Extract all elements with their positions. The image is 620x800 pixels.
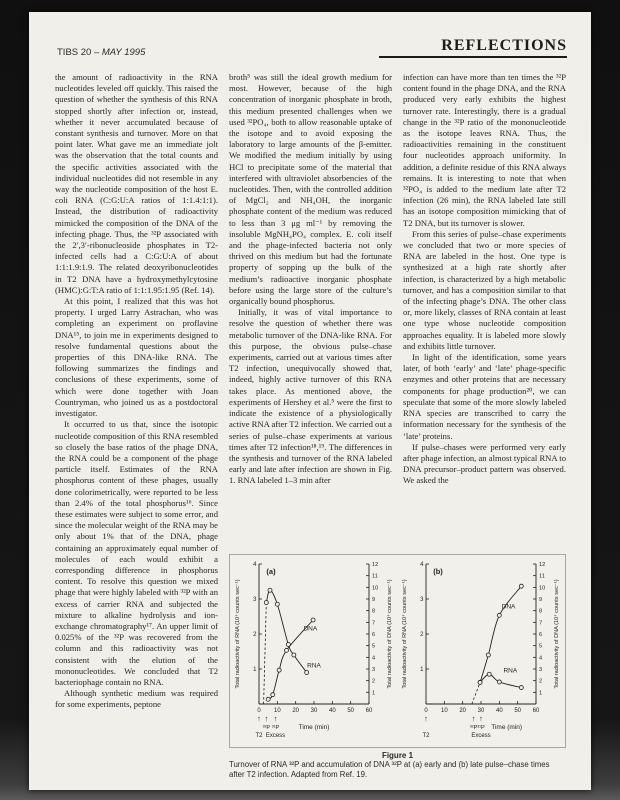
svg-text:Excess: Excess [471,733,491,739]
svg-text:6: 6 [372,632,376,638]
svg-text:50: 50 [347,708,355,714]
svg-text:Time (min): Time (min) [491,724,523,731]
paragraph: broth⁵ was still the ideal growth medium for most. However, because of the high concentration of inorganic phosphate in broth, this medium presented challenges when we used ³²PO₄, both to allow reasonable uptake of the isotope and to avoid exposing the laboratory to large amounts of the β-emitter. We modified the medium initially by using HCl to precipitate some of the material that interfered with ultraviolet absorbencies of the nucleotides. Then, with the controlled addition of MgCl₂ and NH₄OH, the inorganic phosphate content of the medium was reduced to less than 3 μg ml⁻¹ by removing the insoluble MgNH₄PO₄ complex. E. coli itself and the phage-infected bacteria not only thrived on this medium but had the fortunate property of sopping up the bulk of the medium’s radioactive inorganic phosphate before using the large store of the culture’s organically bound phosphorus. [229,72,392,307]
paragraph: From this series of pulse–chase experiments we concluded that two or more species of RNA are labeled in the host. One type is synthesized at a high rate shortly after infection, is characterized by a high metabolic turnover, and has a composition similar to that of the infecting phage’s DNA. The other class or, more likely, classes of RNA contain at least one type whose nucleotide composition approaches equality. It is labeled more slowly and exhibits little turnover. [403,228,566,351]
svg-text:Total radioactivity of RNA (10: Total radioactivity of RNA (10⁴ counts sec⁻¹) [402,579,408,689]
chart-panel-b [399,556,563,746]
svg-text:7: 7 [539,620,543,627]
journal-page [29,12,591,790]
svg-text:↑: ↑ [424,714,428,723]
paragraph: Although synthetic medium was required for some experiments, peptone [55,688,218,710]
svg-text:³²P: ³²P [469,725,478,731]
paragraph: In light of the identification, some years later, of both ‘early’ and ‘late’ phage-specific enzymes and other proteins that are necessary components for phage production²⁰, we can speculate that some of the more slowly labeled RNA species are transcribed to carry the information necessary for the synthesis of the ‘late’ proteins. [403,352,566,441]
svg-text:8: 8 [539,608,543,615]
page-body [55,72,567,786]
svg-text:3: 3 [372,667,376,673]
svg-text:3: 3 [539,667,543,673]
paragraph: It occurred to us that, since the isotopic nucleotide composition of this RNA resembled so closely the base ratios of the phage DNA, the RNA could be a component of the phage particle itself. Estimates of the RNA phosphorus content of these phages, usually done colorimetrically, were reported to be less than 2.4% of the total phosphorus¹⁶. Since these estimates were subject to some error, and since the molecular weight of the RNA may be only about 1% that of the DNA, phage containing an approximately equal number of molecules of each would exhibit a corresponding difference in phosphorus content. To resolve this question we mixed phage that were highly labeled with ³²P with an excess of carrier RNA and subjected the mixture to alkaline hydrolysis and ion-exchange chromatography¹⁷. An upper limit of 0.025% of the ³²P was recovered from the column and this radioactivity was not consistent with the elution of the mononucleotides. We concluded that T2 bacteriophage contain no RNA. [55,419,218,687]
svg-text:8: 8 [372,608,376,615]
svg-text:4: 4 [372,655,376,662]
svg-text:60: 60 [365,708,373,714]
svg-text:6: 6 [539,632,543,638]
svg-text:2: 2 [420,632,424,638]
svg-text:30: 30 [477,708,485,714]
figure-label: Figure 1 [381,751,414,760]
svg-text:↑: ↑ [471,714,476,723]
svg-text:DNA: DNA [501,603,516,611]
paragraph: Initially, it was of vital importance to resolve the question of whether there was metabolic turnover of the DNA-like RNA. For this purpose, the obvious pulse–chase experiments, carried out at various times after T2 infection, unequivocally showed that, indeed, highly active turnover of this RNA takes place. As mentioned above, the experiments of Hershey et al.⁵ were the first to indicate the existence of a physiologically active RNA after T2 infection. We carried out a series of pulse–chase experiments at various times after T2 infection¹⁸,¹⁹. The differences in the synthesis and turnover of the RNA labeled early and late after infection are shown in Fig. 1. RNA labeled 1–3 min after [229,307,392,486]
svg-text:9: 9 [372,597,376,603]
paragraph: the amount of radioactivity in the RNA nucleotides leveled off quickly. This raised the question of whether the synthesis of this RNA stopped shortly after infection or, instead, whether it never accumulated because of constant synthesis and turnover. More on that point later. What gave me an immediate jolt was the observation that the total counts and the specific activities associated with the individual nucleotides did not resemble in any way the nucleotide composition of the host E. coli RNA (C:G:U:A ratios of 1:1.4:1:1). Instead, the distribution of radioactivity mimicked the composition of the DNA of the infecting phage. Thus, the ³²P associated with the 2′,3′-ribonucleoside phosphates in T2-infected cells had a C:G:U:A of about 1:1:1.9:1.9. The related deoxyribonucleotides in T2 DNA have a hydroxymethylcytosine (HMC):G:T:A ratio of 1:1:1.95:1.95 (Ref. 14). [55,72,218,295]
columns-2-3 [229,72,566,552]
paragraph: If pulse–chases were performed very early after phage infection, an almost typical RNA to DNA precursor–product pattern was observed. We asked the [403,441,566,486]
svg-text:(b): (b) [433,567,443,576]
svg-text:T2: T2 [255,733,263,739]
svg-text:40: 40 [495,708,503,714]
page-header [55,28,567,58]
svg-text:↑: ↑ [264,714,269,723]
svg-text:Total radioactivity of DNA (10: Total radioactivity of DNA (10⁴ counts sec⁻¹) [554,579,560,689]
svg-text:10: 10 [372,585,379,592]
svg-text:DNA: DNA [303,625,318,633]
svg-text:3: 3 [253,597,257,603]
svg-text:1: 1 [539,690,543,697]
svg-text:12: 12 [539,562,546,568]
svg-text:2: 2 [253,632,257,638]
svg-text:T2: T2 [422,733,430,739]
svg-text:³²P: ³²P [262,725,271,731]
journal-name: TIBS 20 – [57,47,102,58]
svg-text:0: 0 [257,708,261,714]
figure-1 [229,554,566,748]
svg-text:4: 4 [253,562,257,568]
svg-text:50: 50 [514,708,522,714]
svg-text:Total radioactivity of RNA (10: Total radioactivity of RNA (10⁴ counts sec⁻¹) [235,579,241,689]
svg-text:1: 1 [253,667,257,673]
svg-text:30: 30 [310,708,318,714]
svg-text:10: 10 [539,585,546,592]
svg-text:Time (min): Time (min) [298,724,330,731]
svg-text:↑: ↑ [273,714,278,723]
paragraph: At this point, I realized that this was hot property. I urged Larry Astrachan, who was completing an experiment on proflavine DNA¹⁵, to join me in experiments designed to resolve fundamental questions about the properties of this DNA-like RNA. The following summarizes the findings and conclusions of these experiments, some of which were done together with Joan Countryman, who joined us as a postdoctoral investigator. [55,296,218,419]
svg-text:7: 7 [372,620,376,627]
chart-panel-a [232,556,396,746]
svg-text:1: 1 [372,690,376,697]
figure-caption-text: Turnover of RNA ³²P and accumulation of DNA ³²P at (a) early and (b) late pulse–chase times after T2 infection. Adapted from Ref. 19. [229,760,550,779]
svg-text:60: 60 [532,708,540,714]
svg-text:11: 11 [372,573,378,580]
svg-text:5: 5 [539,643,543,650]
svg-text:2: 2 [372,678,376,685]
svg-text:10: 10 [273,708,281,714]
svg-text:9: 9 [539,597,543,603]
svg-text:20: 20 [292,708,300,714]
svg-text:4: 4 [539,655,543,662]
svg-text:0: 0 [424,708,428,714]
svg-text:20: 20 [459,708,467,714]
figure-caption [229,751,566,779]
svg-text:2: 2 [539,678,543,685]
svg-text:(a): (a) [266,567,276,576]
svg-text:↑: ↑ [479,714,483,723]
svg-text:10: 10 [440,708,448,714]
svg-text:5: 5 [372,643,376,650]
journal-title [55,47,145,58]
svg-text:12: 12 [372,562,379,568]
svg-text:Total radioactivity of DNA (10: Total radioactivity of DNA (10⁴ counts sec⁻¹) [387,579,393,689]
right-region [229,72,566,786]
svg-text:3: 3 [420,597,424,603]
svg-text:40: 40 [328,708,336,714]
svg-text:RNA: RNA [307,662,321,670]
journal-date: MAY 1995 [101,47,146,58]
svg-text:11: 11 [539,573,545,580]
paragraph: infection can have more than ten times the ³²P content found in the phage DNA, and the RNA produced very early exhibits the highest turnover rate. Interestingly, there is a gradual change in the ³²P ratio of the mononucleotide as the isotope leaves RNA. Thus, the radioactivities remaining in the constituent four nucleotides approach uniformity. In addition, a definite residue of this RNA always remains. It is interesting to note that when ³²PO₄ is added to the medium late after T2 infection (26 min), the RNA labeled late still has an isotope composition mimicking that of T2 DNA, but its turnover is slower. [403,72,566,228]
svg-text:↑: ↑ [257,714,261,723]
svg-text:RNA: RNA [503,667,518,675]
column-2 [229,72,392,552]
svg-text:1: 1 [420,667,424,673]
svg-text:Excess: Excess [265,733,286,739]
svg-text:4: 4 [420,562,424,568]
column-1 [55,72,218,786]
svg-text:³¹P: ³¹P [271,725,280,731]
column-3 [403,72,566,552]
section-title: REFLECTIONS [379,37,567,58]
svg-text:³¹P: ³¹P [477,725,485,731]
